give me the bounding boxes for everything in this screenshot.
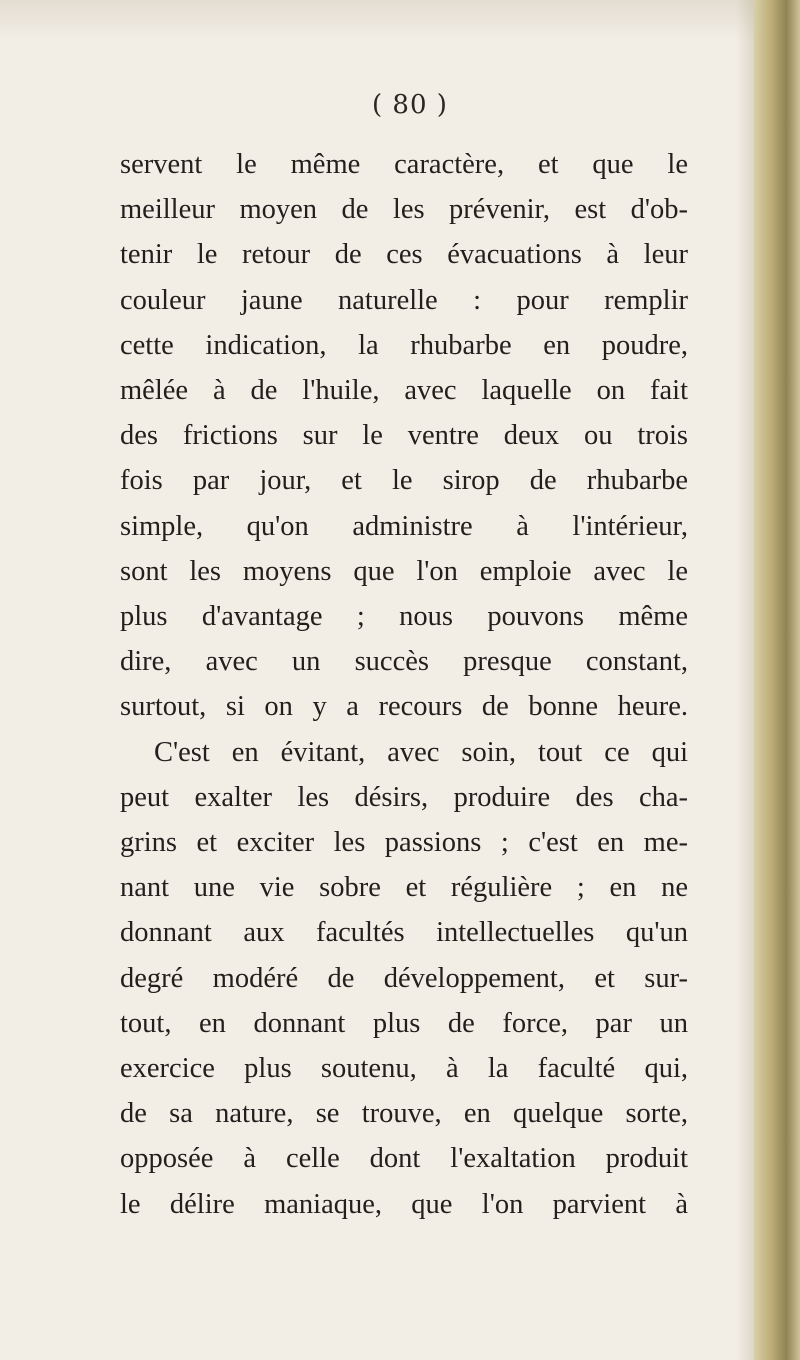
text-line: degré modéré de développement, et sur- bbox=[120, 962, 688, 994]
text-line: fois par jour, et le sirop de rhubarbe bbox=[120, 465, 688, 497]
text-line: surtout, si on y a recours de bonne heure. bbox=[120, 691, 688, 723]
text-line: tout, en donnant plus de force, par un bbox=[120, 1007, 688, 1039]
text-line: simple, qu'on administre à l'intérieur, bbox=[120, 510, 688, 542]
text-line: nant une vie sobre et régulière ; en ne bbox=[120, 872, 688, 904]
page-edge bbox=[754, 0, 800, 1360]
text-line: grins et exciter les passions ; c'est en me- bbox=[120, 827, 688, 859]
text-line: peut exalter les désirs, produire des cha- bbox=[120, 781, 688, 813]
text-line: plus d'avantage ; nous pouvons même bbox=[120, 601, 688, 633]
paragraph-start-line: C'est en évitant, avec soin, tout ce qui bbox=[154, 736, 688, 768]
text-line: des frictions sur le ventre deux ou trois bbox=[120, 420, 688, 452]
text-line: sont les moyens que l'on emploie avec le bbox=[120, 555, 688, 587]
text-line: mêlée à de l'huile, avec laquelle on fait bbox=[120, 375, 688, 407]
text-line: opposée à celle dont l'exaltation produit bbox=[120, 1143, 688, 1175]
text-line: meilleur moyen de les prévenir, est d'ob- bbox=[120, 194, 688, 226]
text-line: dire, avec un succès presque constant, bbox=[120, 646, 688, 678]
page-number: ( 80 ) bbox=[372, 90, 448, 120]
gutter-shadow bbox=[736, 0, 754, 1360]
top-shadow bbox=[0, 0, 800, 40]
text-line: servent le même caractère, et que le bbox=[120, 149, 688, 180]
text-line: le délire maniaque, que l'on parvient à bbox=[120, 1188, 688, 1220]
text-line: de sa nature, se trouve, en quelque sorte, bbox=[120, 1098, 688, 1130]
body-text bbox=[120, 142, 688, 1227]
text-line: donnant aux facultés intellectuelles qu'un bbox=[120, 917, 688, 949]
text-line: cette indication, la rhubarbe en poudre, bbox=[120, 329, 688, 361]
text-line: couleur jaune naturelle : pour remplir bbox=[120, 284, 688, 316]
text-line: exercice plus soutenu, à la faculté qui, bbox=[120, 1053, 688, 1085]
text-line: tenir le retour de ces évacuations à leur bbox=[120, 239, 688, 271]
